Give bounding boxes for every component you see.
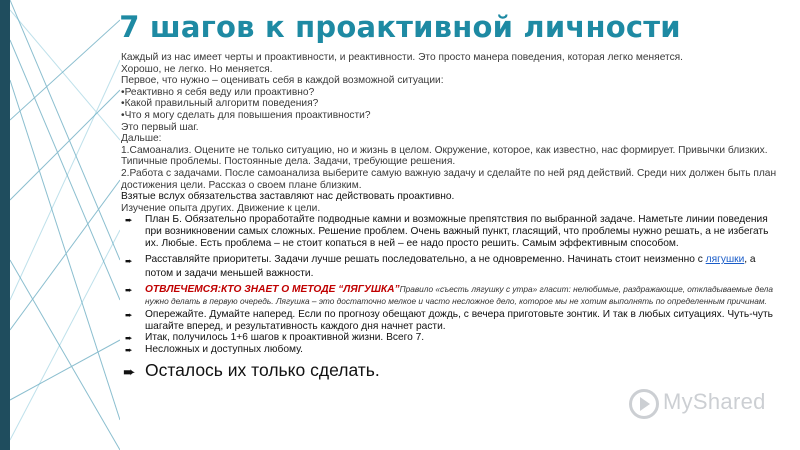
frog-method-heading: ОТВЛЕЧЕМСЯ:КТО ЗНАЕТ О МЕТОДЕ “ЛЯГУШКА” [145, 284, 400, 296]
frog-method-description: Правило «съесть лягушку с утра» гласит: нелюбимые, раздражающие, откладываемые дела нужно делать в первую очередь. Лягушка – это достаточно мелкое и часто несложное дело, которое мы не хотим выполнять по определенным причинам. [145, 284, 773, 306]
watermark [627, 383, 777, 423]
bullet-text: Расставляйте приоритеты. Задачи лучше решать последовательно, а не одновременно. Начинать стоит неизменно с [145, 254, 706, 266]
bullet-text: План Б. Обязательно проработайте подводные камни и возможные препятствия по выбранной задаче. Наметьте линии поведения при возникновении самых сложных. Решение проблем. Очень важный пункт, гласящий, что проблемы нужно решать, а не избегать их. Любые. Есть проблема – не стоит копаться в ней – ее надо просто решить. Самым эффективным способом. [145, 214, 769, 249]
decorative-lines [10, 0, 120, 450]
commitment-line: Взятые вслух обязательства заставляют нас действовать проактивно. [121, 191, 455, 203]
bullet-text: Несложных и доступных любому. [145, 344, 304, 356]
right-arrow-icon: ➨ [125, 333, 133, 344]
list-item [121, 332, 783, 344]
right-arrow-icon: ➨ [123, 363, 136, 381]
slide-content [121, 52, 783, 381]
right-arrow-icon: ➨ [125, 310, 133, 321]
bullet-text: Итак, получилось 1+6 шагов к проактивной жизни. Всего 7. [145, 332, 425, 344]
paragraph: Это первый шаг. [121, 121, 199, 133]
list-item [121, 253, 783, 281]
frog-link[interactable]: лягушки [705, 254, 745, 266]
right-arrow-icon: ➨ [125, 345, 133, 356]
paragraph: Первое, что нужно – оценивать себя в каждой возможной ситуации: [121, 75, 444, 87]
list-item [121, 309, 783, 332]
right-arrow-icon: ➨ [125, 256, 133, 267]
bullet-text: , а потом и задачи меньшей важности. [145, 254, 756, 280]
list-item [121, 214, 783, 249]
paragraph: •Какой правильный алгоритм поведения? [121, 98, 319, 110]
paragraph: Каждый из нас имеет черты и проактивности, и реактивности. Это просто манера поведения, которая легко меняется. [121, 52, 684, 63]
bullet-text: Опережайте. Думайте наперед. Если по прогнозу обещают дождь, с вечера приготовьте зонтик. И так в любых ситуациях. Чуть-чуть шагайте вперед, и результативность каждого дня начнет расти. [145, 309, 773, 332]
list-item [121, 359, 783, 381]
bullet-list [121, 214, 783, 380]
play-circle-icon [629, 389, 659, 419]
paragraph: 2.Работа с задачами. После самоанализа выберите самую важную задачу и сделайте по ней ряд действий. Среди них должен быть план достижения цели. Рассказ о своем плане близким. [121, 167, 777, 191]
paragraph: Хорошо, не легко. Но меняется. [121, 63, 273, 75]
left-accent-bar [0, 0, 10, 450]
paragraph: •Что я могу сделать для повышения проактивности? [121, 109, 371, 121]
watermark-text: MyShared [663, 389, 766, 414]
paragraph: •Реактивно я себя веду или проактивно? [121, 86, 315, 98]
paragraph: Дальше: [121, 133, 162, 145]
right-arrow-icon: ➨ [125, 285, 133, 296]
list-item [121, 344, 783, 356]
list-item [121, 284, 783, 307]
paragraph: Изучение опыта других. Движение к цели. [121, 202, 321, 214]
paragraph: 1.Самоанализ. Оцените не только ситуацию, но и жизнь в целом. Окружение, которое, как известно, нас формирует. Привычки близких. Типичные проблемы. Постоянные дела. Задачи, требующие решения. [121, 144, 768, 168]
right-arrow-icon: ➨ [125, 215, 133, 226]
bullet-text: Осталось их только сделать. [145, 359, 380, 380]
page-title: 7 шагов к проактивной личности [119, 10, 681, 44]
